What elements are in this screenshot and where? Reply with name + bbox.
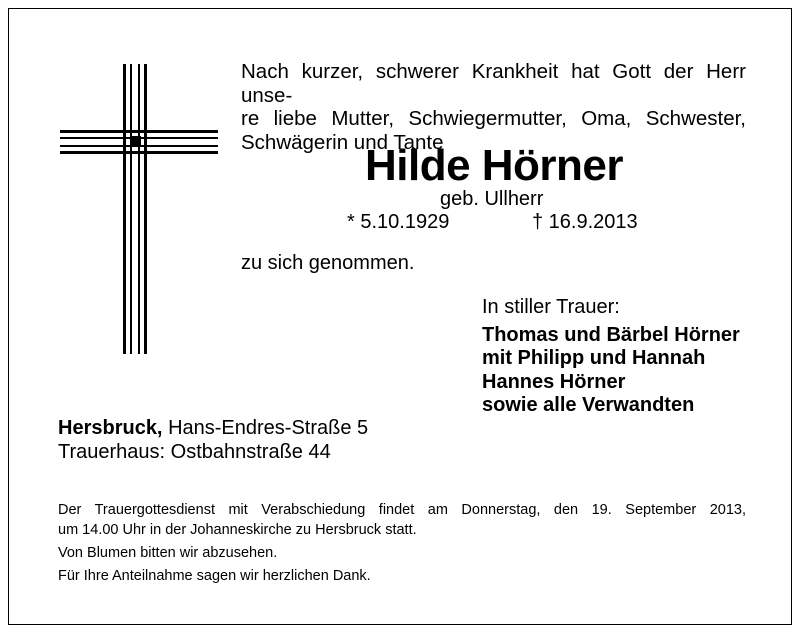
thanks-note: Für Ihre Anteilnahme sagen wir herzlichen Dank. [58, 568, 371, 584]
mourner-line: Thomas und Bärbel Hörner [482, 323, 740, 346]
service-line-1: Der Trauergottesdienst mit Verabschiedung findet am Donnerstag, den 19. September 2013, [58, 502, 746, 518]
taken-text: zu sich genommen. [241, 252, 415, 274]
birth-name: geb. Ullherr [440, 188, 544, 210]
address-street: Hans-Endres-Straße 5 [168, 417, 369, 439]
flowers-note: Von Blumen bitten wir abzusehen. [58, 545, 278, 561]
deceased-name: Hilde Hörner [364, 141, 624, 190]
mourner-line: sowie alle Verwandten [482, 394, 695, 416]
mourner-line: mit Philipp und Hannah [482, 347, 706, 369]
intro-line-1: Nach kurzer, schwerer Krankheit hat Gott der Herr unse- [241, 60, 746, 107]
mourners-lead: In stiller Trauer: [482, 296, 620, 318]
address-line [58, 416, 368, 440]
intro-line-2: re liebe Mutter, Schwiegermutter, Oma, Schwester, [241, 107, 746, 130]
death-date: † 16.9.2013 [532, 211, 638, 233]
intro-line-3: Schwägerin und Tante [241, 130, 444, 154]
mourner-line: Hannes Hörner [482, 370, 626, 393]
service-line-2: um 14.00 Uhr in der Johanneskirche zu Hersbruck statt. [58, 522, 417, 538]
mourners-block [482, 296, 740, 418]
address-block [58, 416, 368, 464]
mourning-house: Trauerhaus: Ostbahnstraße 44 [58, 441, 331, 463]
deceased-name-row [0, 138, 800, 194]
birth-date: * 5.10.1929 [347, 211, 450, 233]
notes-block [58, 500, 746, 586]
address-town: Hersbruck, [58, 417, 163, 439]
cross-icon [60, 64, 218, 354]
